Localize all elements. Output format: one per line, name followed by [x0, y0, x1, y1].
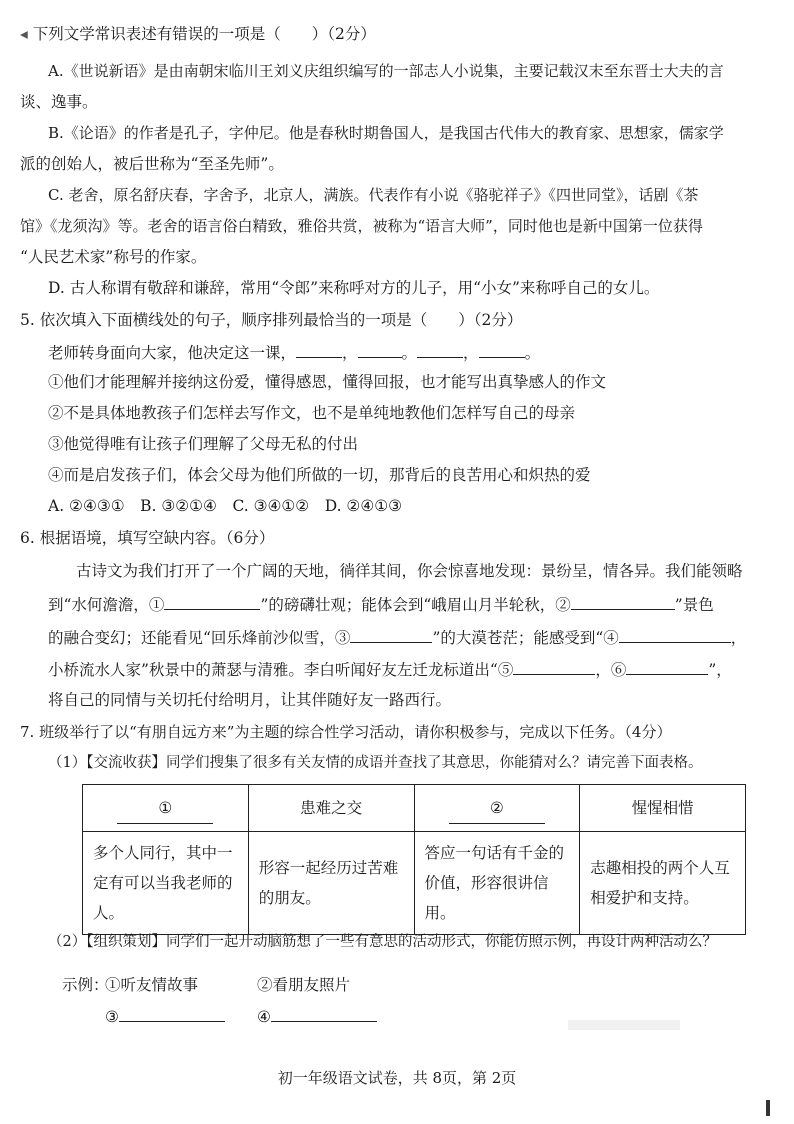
q4-option-b-line1: B.《论语》的作者是孔子，字仲尼。他是春秋时期鲁国人，是我国古代伟大的教育家、思想家，儒家学	[48, 124, 724, 142]
q7-answer-blank-4[interactable]	[271, 1005, 377, 1022]
q5-options: A. ②④③① B. ③②①④ C. ③④①② D. ②④①③	[48, 497, 403, 515]
idiom-table	[82, 784, 746, 935]
page-footer: 初一年级语文试卷，共 8页，第 2页	[277, 1069, 517, 1087]
q7-answer-4: ④	[257, 1005, 377, 1027]
table-cell-meaning-4: 志趣相投的两个人互相爱护和支持。	[580, 832, 746, 935]
q7-example-1: ①听友情故事	[105, 976, 199, 994]
q6-para-line2: 到“水何澹澹，① ”的磅礴壮观；能体会到“峨眉山月半轮秋，② ”景色	[48, 593, 714, 615]
q7-sub2: （2）【组织策划】同学们一起开动脑筋想了一些有意思的活动形式，你能仿照示例，再设计两种活动么？	[48, 934, 717, 950]
q5-blank-3[interactable]	[417, 341, 463, 358]
q6-para-line5: 将自己的同情与关切托付给明月，让其伴随好友一路西行。	[48, 691, 452, 709]
table-cell-meaning-2: 形容一起经历过苦难的朋友。	[248, 832, 414, 935]
table-cell-meaning-1: 多个人同行，其中一定有可以当我老师的人。	[83, 832, 249, 935]
q7-sub1: （1）【交流收获】同学们搜集了很多有关友情的成语并查找了其意思，你能猜对么？请完善下面表格。	[48, 755, 703, 771]
q7-example-label: 示例：	[62, 976, 109, 994]
q4-option-a-line2: 谈、逸事。	[20, 93, 98, 111]
q5-lead-sentence: 老师转身面向大家，他决定这一课， ， 。 ， 。	[48, 341, 540, 363]
table-cell-blank-2[interactable]: ②	[414, 785, 580, 832]
q7-answer-blank-3[interactable]	[119, 1005, 225, 1022]
q6-para-line4: 小桥流水人家”秋景中的萧瑟与清雅。李白听闻好友左迁龙标道出“⑤ ，⑥ ”，	[48, 658, 732, 680]
q6-para-line1: 古诗文为我们打开了一个广阔的天地，徜徉其间，你会惊喜地发现：景纷呈，情各异。我们能领略	[76, 562, 743, 580]
table-row	[83, 832, 746, 935]
table-cell-idiom-2: 患难之交	[248, 785, 414, 832]
q4-option-c-line1: C. 老舍，原名舒庆春，字舍予，北京人，满族。代表作有小说《骆驼祥子》《四世同堂》，话剧《茶	[48, 186, 699, 204]
q4-stem: ◂ 下列文学常识表述有错误的一项是（ ）（2分）	[20, 25, 376, 43]
q5-blank-4[interactable]	[479, 341, 525, 358]
q5-sentence-2: ②不是具体地教孩子们怎样去写作文，也不是单纯地教他们怎样写自己的母亲	[48, 404, 576, 422]
q6-blank-5[interactable]	[513, 658, 595, 675]
q7-answer-3: ③	[105, 1005, 225, 1027]
q6-blank-1[interactable]	[164, 593, 260, 610]
q6-para-line3: 的融合变幻；还能看见“回乐烽前沙似雪，③ ”的大漠苍茫；能感受到“④ ，	[48, 626, 746, 648]
q7-stem: 7. 班级举行了以“有朋自远方来”为主题的综合性学习活动，请你积极参与，完成以下任务。（4分）	[20, 723, 672, 741]
q6-blank-3[interactable]	[350, 626, 432, 643]
q5-sentence-4: ④而是启发孩子们，体会父母为他们所做的一切，那背后的良苦用心和炽热的爱	[48, 466, 591, 484]
q5-stem: 5. 依次填入下面横线处的句子，顺序排列最恰当的一项是（ ）（2分）	[20, 311, 523, 329]
q6-blank-6[interactable]	[626, 658, 708, 675]
q4-option-c-line3: “人民艺术家”称号的作家。	[20, 248, 207, 266]
q4-option-c-line2: 馆》《龙须沟》等。老舍的语言俗白精致，雅俗共赏，被称为“语言大师”，同时他也是新中国第一位获得	[20, 217, 703, 235]
q5-sentence-1: ①他们才能理解并接纳这份爱，懂得感恩，懂得回报，也才能写出真挚感人的作文	[48, 373, 607, 391]
q5-sentence-3: ③他觉得唯有让孩子们理解了父母无私的付出	[48, 435, 359, 453]
q5-blank-2[interactable]	[358, 341, 402, 358]
table-cell-idiom-4: 惺惺相惜	[580, 785, 746, 832]
table-row	[83, 785, 746, 832]
table-cell-blank-1[interactable]: ①	[83, 785, 249, 832]
q4-option-a-line1: A.《世说新语》是由南朝宋临川王刘义庆组织编写的一部志人小说集，主要记载汉末至东晋士大夫的言	[48, 62, 724, 80]
q6-blank-4[interactable]	[619, 626, 731, 643]
q4-option-d: D. 古人称谓有敬辞和谦辞，常用“令郎”来称呼对方的儿子，用“小女”来称呼自己的女儿。	[48, 279, 660, 297]
q6-stem: 6. 根据语境，填写空缺内容。（6分）	[20, 529, 275, 547]
table-cell-meaning-3: 答应一句话有千金的价值，形容很讲信用。	[414, 832, 580, 935]
corner-mark	[766, 1100, 770, 1116]
q6-blank-2[interactable]	[571, 593, 675, 610]
scan-smudge	[568, 1020, 680, 1030]
q4-option-b-line2: 派的创始人，被后世称为“至圣先师”。	[20, 155, 284, 173]
q7-example-2: ②看朋友照片	[257, 976, 351, 994]
q5-blank-1[interactable]	[296, 341, 342, 358]
